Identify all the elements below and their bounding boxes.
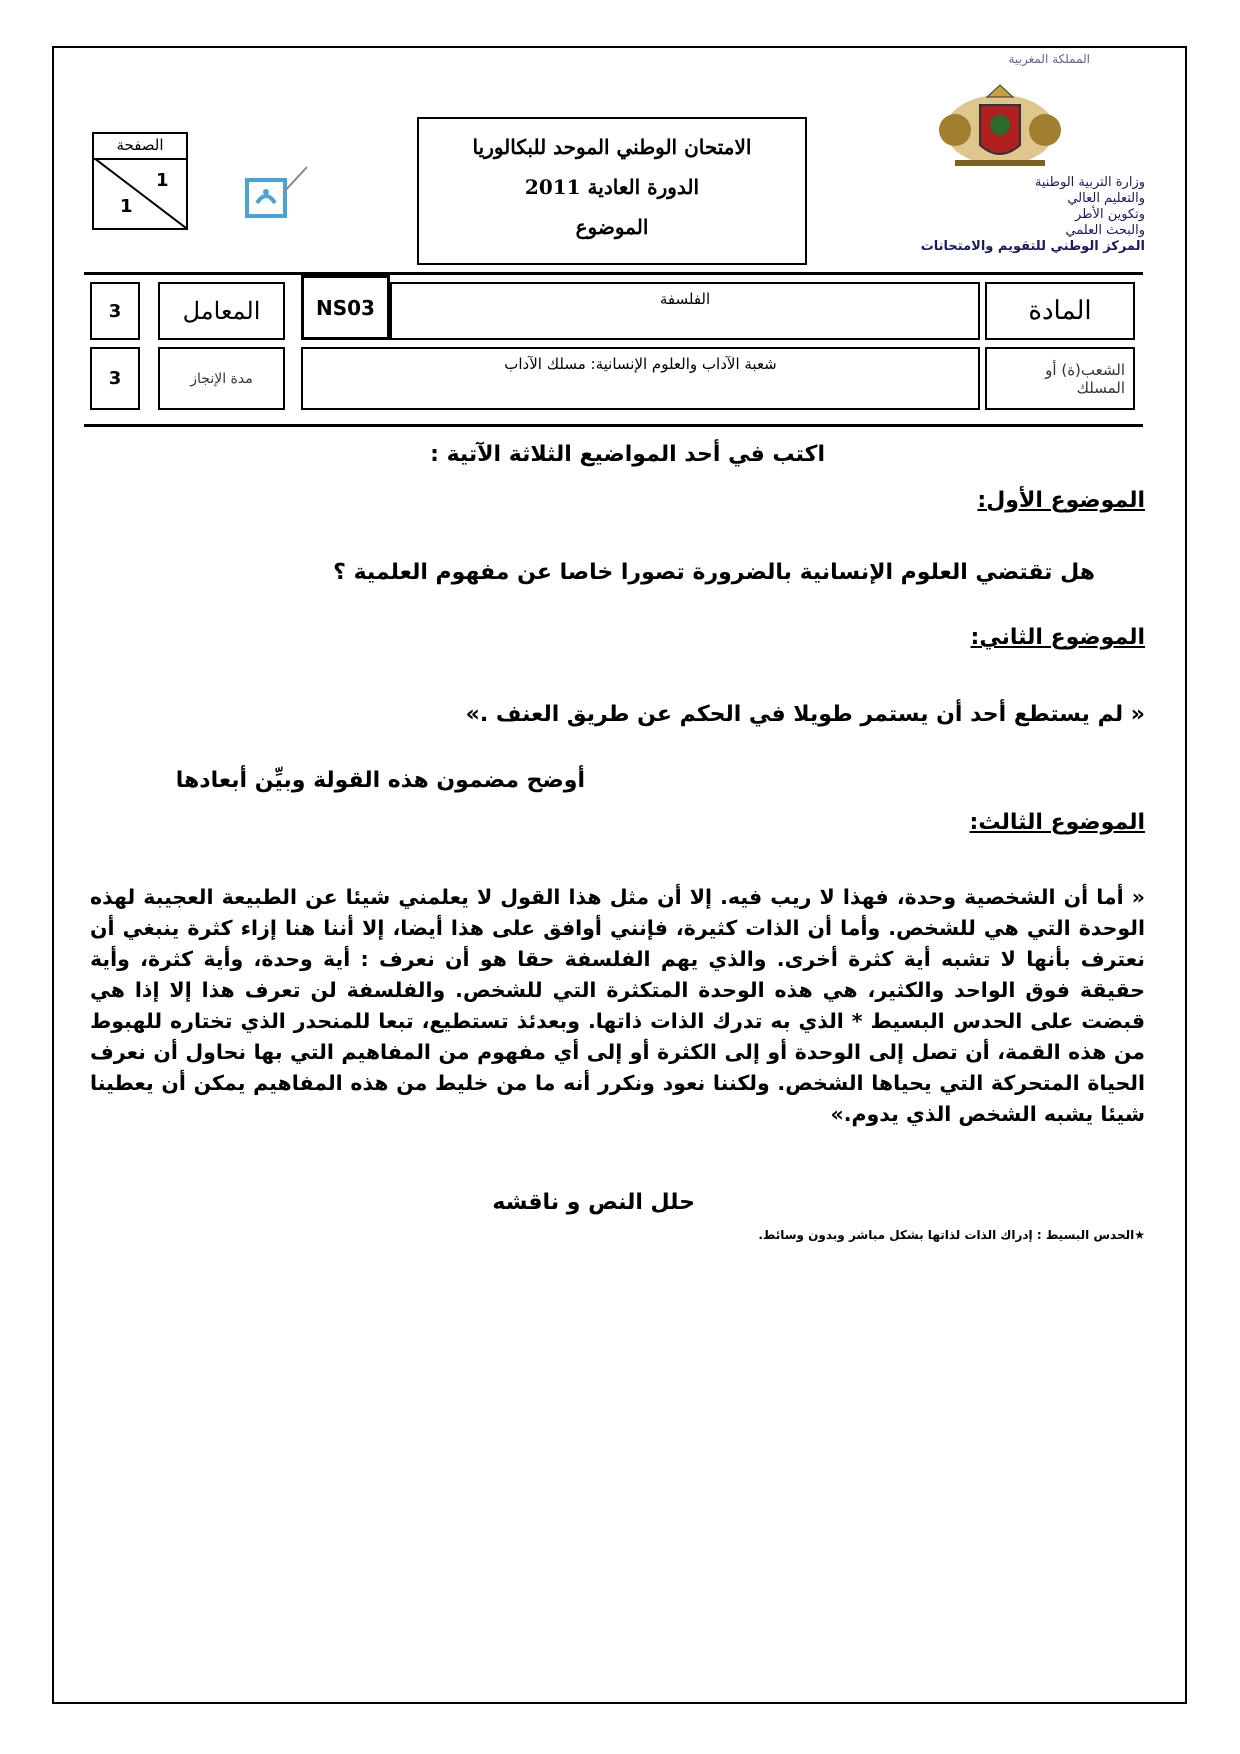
subject-value: الفلسفة <box>390 282 980 340</box>
subject-code: NS03 <box>301 275 390 340</box>
duration-value: 3 <box>90 347 140 410</box>
topic3-heading: الموضوع الثالث: <box>969 810 1145 835</box>
ministry-line: وتكوين الأطر <box>1075 207 1145 222</box>
exam-title-box <box>417 117 807 265</box>
coef-label: المعامل <box>158 282 285 340</box>
page-total: 1 <box>120 196 133 217</box>
page-number-box <box>92 132 188 230</box>
duration-label: مدة الإنجاز <box>158 347 285 410</box>
topic2-heading: الموضوع الثاني: <box>970 625 1145 650</box>
subject-label: المادة <box>985 282 1135 340</box>
coef-value: 3 <box>90 282 140 340</box>
cnee-logo-icon <box>245 165 315 220</box>
topic2-task: أوضح مضمون هذه القولة وبيِّن أبعادها <box>175 768 585 793</box>
page-divider <box>94 158 186 228</box>
topic3-text: « أما أن الشخصية وحدة، فهذا لا ريب فيه. إلا أن مثل هذا القول لا يعلمني شيئا عن الطبيعة العجيبة لهذه الوحدة التي هي للشخص. وأما أن الذات كثيرة، فإنني أوافق على هذا أيضا، إلا أننا هنا إزاء كثرة ينبغي أن نعترف بأنها لا تشبه أية كثرة أخرى. والذي يهم الفلسفة حقا هو أن نعرف : أية وحدة، وأية كثرة، وأية حقيقة فوق الواحد والكثير، هي هذه الوحدة المتكثرة التي للشخص. والفلسفة لن تعرف هذا إلا إذا هي قبضت على الحدس البسيط * الذي به تدرك الذات ذاتها. وبعدئذ تستطيع، تبعا للمنحدر الذي تختاره للهبوط من هذه القمة، أن تصل إلى الوحدة أو إلى الكثرة أو إلى أي مفهوم من المفاهيم التي بها نحاول أن نعرف الحياة المتحركة التي يحياها الشخص. ولكننا نعود ونكرر أنه ما من خليط من هذه المفاهيم يمكن أن يعطينا شيئا يشبه الشخص الذي يدوم.» <box>90 885 1145 1126</box>
topic1-heading: الموضوع الأول: <box>977 488 1145 513</box>
exam-session: الدورة العادية 2011 <box>524 175 700 199</box>
footnote-text: الحدس البسيط : إدراك الذات لذاتها بشكل مباشر وبدون وسائط. <box>758 1228 1135 1242</box>
topic1-question: هل تقتضي العلوم الإنسانية بالضرورة تصورا خاصا عن مفهوم العلمية ؟ <box>333 560 1095 585</box>
topic3-task: حلل النص و ناقشه <box>492 1190 695 1215</box>
page-label: الصفحة <box>94 134 186 160</box>
kingdom-title: المملكة المغربية <box>1008 52 1090 66</box>
ministry-line: والتعليم العالي <box>1067 191 1145 206</box>
ministry-line: وزارة التربية الوطنية <box>1034 175 1145 190</box>
ministry-block <box>921 175 1145 255</box>
exam-title: الامتحان الوطني الموحد للبكالوريا <box>472 135 752 159</box>
ministry-line: المركز الوطني للتقويم والامتحانات <box>920 239 1145 254</box>
exam-subject-label: الموضوع <box>575 215 649 239</box>
info-top-rule <box>84 272 1143 275</box>
coat-of-arms-icon <box>925 75 1075 170</box>
branch-label: الشعب(ة) أو المسلك <box>985 347 1135 410</box>
page-current: 1 <box>156 170 169 191</box>
branch-value: شعبة الآداب والعلوم الإنسانية: مسلك الآداب <box>301 347 980 410</box>
topic2-quote: « لم يستطع أحد أن يستمر طويلا في الحكم عن طريق العنف .» <box>465 702 1145 727</box>
footnote-star-icon: ★ <box>1134 1228 1145 1242</box>
info-bottom-rule <box>84 424 1143 427</box>
instruction: اكتب في أحد المواضيع الثلاثة الآتية : <box>430 442 825 467</box>
ministry-line: والبحث العلمي <box>1065 223 1145 238</box>
footnote <box>758 1228 1145 1242</box>
